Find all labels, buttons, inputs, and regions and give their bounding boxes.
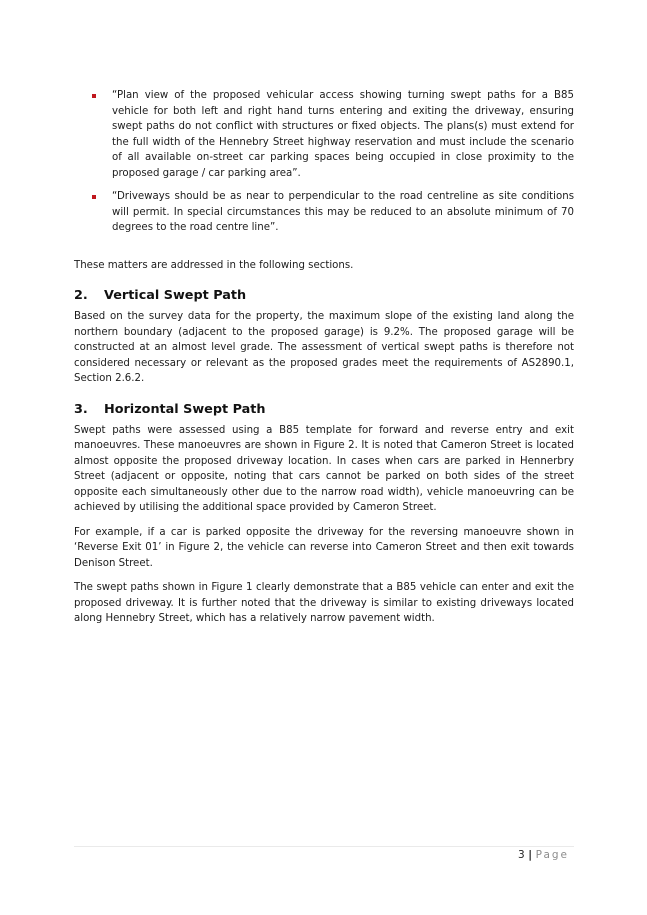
footer-separator: | xyxy=(528,849,533,861)
page-number: 3 xyxy=(518,849,526,861)
section-heading xyxy=(74,402,574,417)
square-bullet-icon xyxy=(92,195,96,199)
body-paragraph: For example, if a car is parked opposite the driveway for the reversing manoeuvre shown in ‘Reverse Exit 01’ in Figure 2, the vehicle can reverse into Cameron Street and then exit towards Denison Street. xyxy=(74,526,574,569)
body-paragraph: Based on the survey data for the property, the maximum slope of the existing land along the northern boundary (adjacent to the proposed garage) is 9.2%. The proposed garage will be constructed at an almost level grade. The assessment of vertical swept paths is therefore not considered necessary or relevant as the proposed grades meet the requirements of AS2890.1, Section 2.6.2. xyxy=(74,311,574,384)
footer-divider xyxy=(74,846,574,847)
section-number: 3. xyxy=(74,401,88,417)
section-vertical-swept-path xyxy=(74,288,574,387)
section-horizontal-swept-path xyxy=(74,402,574,627)
body-paragraph: The swept paths shown in Figure 1 clearly demonstrate that a B85 vehicle can enter and exit the proposed driveway. It is further noted that the driveway is similar to existing driveways located along Hennebry Street, which has a relatively narrow pavement width. xyxy=(74,582,574,624)
section-number: 2. xyxy=(74,288,88,303)
section-heading xyxy=(74,288,574,303)
square-bullet-icon xyxy=(92,94,96,98)
body-paragraph: Swept paths were assessed using a B85 template for forward and reverse entry and exit manoeuvres. These manoeuvres are shown in Figure 2. It is noted that Cameron Street is located almost opposite the proposed driveway location. In cases when cars are parked in Hennerbry Street (adjacent or opposite, noting that cars cannot be parked on both sides of the street opposite each simultaneously other due to the narrow road width), vehicle manoeuvring can be achieved by utilising the additional space provided by Cameron Street. xyxy=(74,424,574,513)
requirement-bullet-list xyxy=(74,88,574,236)
requirement-bullet xyxy=(74,189,574,236)
requirement-bullet xyxy=(74,88,574,181)
intro-paragraph: These matters are addressed in the following sections. xyxy=(74,259,354,271)
page-footer xyxy=(518,849,569,861)
page-word: Page xyxy=(535,849,569,861)
section-title: Horizontal Swept Path xyxy=(104,401,266,417)
bullet-text: “Plan view of the proposed vehicular access showing turning swept paths for a B85 vehicle for both left and right hand turns entering and exiting the driveway, ensuring swept paths do not conflict with structures or fixed objects. The plans(s) must extend for the full width of the Hennebry Street highway reservation and must include the scenario of all available on-street car parking spaces being occupied in close proximity to the proposed garage / car parking area”. xyxy=(112,90,574,179)
page-content xyxy=(74,88,574,636)
bullet-text: “Driveways should be as near to perpendicular to the road centreline as site conditions will permit. In special circumstances this may be reduced to an absolute minimum of 70 degrees to the road centre line”. xyxy=(112,191,574,233)
section-title: Vertical Swept Path xyxy=(104,288,247,303)
